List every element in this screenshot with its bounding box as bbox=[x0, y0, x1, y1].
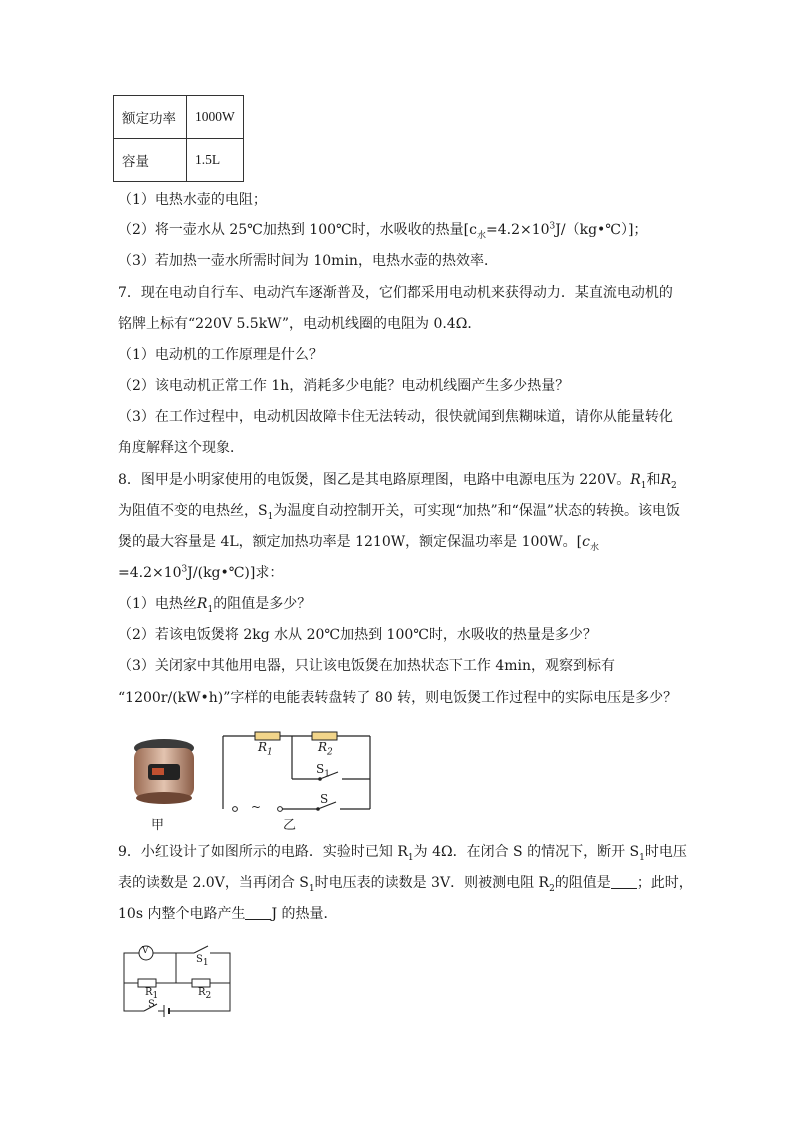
voltmeter-label: V bbox=[142, 946, 149, 956]
q8-part1: （1）电热丝$R_1$的阻值是多少？ bbox=[118, 596, 312, 615]
q7-part3-line2: 角度解释这个现象． bbox=[118, 440, 244, 456]
q6-part3: （3）若加热一壶水所需时间为 10min，电热水壶的热效率． bbox=[118, 253, 498, 269]
q7-stem-line1: 7．现在电动自行车、电动汽车逐渐普及，它们都采用电动机来获得动力．某直流电动机的 bbox=[118, 285, 673, 301]
r2-label: $R_2$ bbox=[318, 740, 333, 758]
q7-part2: （2）该电动机正常工作 1h，消耗多少电能？电动机线圈产生多少热量？ bbox=[118, 378, 570, 394]
q6-part2: （2）将一壶水从 25℃加热到 100℃时，水吸收的热量$[c_水=4.2\times 10^3J/(kg•℃)]$； bbox=[118, 221, 648, 241]
table-row bbox=[114, 96, 244, 139]
q9-s1-label: $S_1$ bbox=[196, 954, 209, 968]
q8-stem-line3: 煲的最大容量是 4L，额定加热功率是 1210W，额定保温功率是 100W。[$c_水$ bbox=[118, 534, 600, 553]
q9-stem-line2: 表的读数是 2.0V，当再闭合 $S_1$时电压表的读数是 3V．则被测电阻 $R_2$的阻值是 ；此时， bbox=[118, 875, 693, 894]
table-row bbox=[114, 139, 244, 182]
q9-stem-line1: 9．小红设计了如图所示的电路．实验时已知 $R_1$为 4Ω．在闭合 S 的情况下，断开 $S_1$时电压 bbox=[118, 844, 687, 863]
q8-stem-line4: $=4.2\times 10^3J/(kg•℃)$]求： bbox=[118, 564, 284, 581]
spec-key: 容量 bbox=[114, 139, 187, 182]
q8-part3-line2: “1200r/(kW•h)”字样的电能表转盘转了 80 转，则电饭煲工作过程中的实际电压是多少？ bbox=[118, 690, 678, 706]
spec-value: 1.5L bbox=[187, 139, 244, 182]
spec-value: 1000W bbox=[187, 96, 244, 139]
q8-part3-line1: （3）关闭家中其他用电器，只让该电饭煲在加热状态下工作 4min，观察到标有 bbox=[118, 658, 616, 674]
ac-source-symbol: ~ bbox=[251, 800, 262, 814]
q7-part3-line1: （3）在工作过程中，电动机因故障卡住无法转动，很快就闻到焦糊味道，请你从能量转化 bbox=[118, 409, 673, 425]
s-label: S bbox=[320, 792, 329, 806]
answer-blank[interactable] bbox=[611, 874, 637, 889]
answer-blank[interactable] bbox=[245, 905, 271, 920]
q8-stem-line1: 8．图甲是小明家使用的电饭煲，图乙是其电路原理图，电路中电源电压为 220V。$R_1$和$R_2$ bbox=[118, 472, 677, 491]
figure-label-jia: 甲 bbox=[151, 818, 165, 833]
circuit-diagram-yi bbox=[220, 727, 380, 817]
r1-label: $R_1$ bbox=[258, 740, 273, 758]
q8-part2: （2）若该电饭煲将 2kg 水从 20℃加热到 100℃时，水吸收的热量是多少？ bbox=[118, 627, 597, 643]
q9-r1-label: $R_1$ bbox=[145, 987, 159, 1001]
q9-s-label: S bbox=[148, 999, 155, 1010]
figure-label-yi: 乙 bbox=[283, 818, 297, 833]
spec-key: 额定功率 bbox=[114, 96, 187, 139]
q9-circuit-diagram bbox=[120, 943, 236, 1017]
q9-r2-label: $R_2$ bbox=[198, 987, 212, 1001]
q8-stem-line2: 为阻值不变的电热丝，$S_1$为温度自动控制开关，可实现“加热”和“保温”状态的转换。该电饭 bbox=[118, 503, 680, 522]
q6-part1: （1）电热水壶的电阻； bbox=[118, 192, 267, 208]
s1-label: $S_1$ bbox=[316, 762, 330, 780]
q9-stem-line3: 10s 内整个电路产生 J 的热量． bbox=[118, 906, 338, 922]
q7-stem-line2: 铭牌上标有“220V 5.5kW”，电动机线圈的电阻为 0.4Ω． bbox=[118, 316, 482, 332]
rice-cooker-image bbox=[126, 734, 202, 810]
q7-part1: （1）电动机的工作原理是什么？ bbox=[118, 347, 323, 363]
spec-table bbox=[113, 95, 244, 182]
